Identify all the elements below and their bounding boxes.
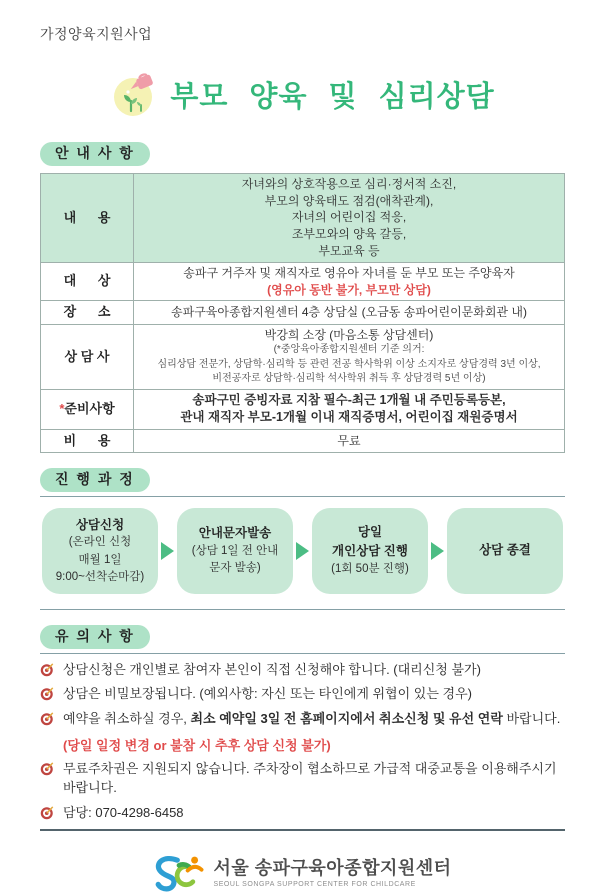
table-row-cost [41,429,565,452]
required-mark: * [59,401,65,417]
row-label: 대 상 [41,262,134,301]
table-row-target [41,262,565,301]
flow-step-sms: 안내문자발송 (상담 1일 전 안내 문자 발송) [177,508,293,594]
table-row-preparation [41,389,565,429]
cancel-policy-text: 예약을 취소하실 경우, 최소 예약일 3일 전 홈페이지에서 취소신청 및 유선 연락 바랍니다. [63,711,561,727]
dart-target-icon [40,711,55,726]
info-table [40,173,565,453]
org-name-english: SEOUL SONGPA SUPPORT CENTER FOR CHILDCARE [213,881,416,889]
org-logo-icon [153,852,205,896]
section-badge-info: 안 내 사 항 [40,142,150,166]
arrow-right-icon [296,542,309,560]
table-row-contents [41,173,565,262]
footer [40,852,565,896]
watering-can-sprout-icon [110,70,158,118]
row-label: 비 용 [41,429,134,452]
dart-target-icon [40,761,55,776]
title-row [40,70,565,118]
row-value: 송파구민 증빙자료 지참 필수-최근 1개월 내 주민등록등본, 관내 재직자 부모-1개월 이내 재직증명서, 어린이집 재원증명서 [134,389,565,429]
list-item: 상담신청은 개인별로 참여자 본인이 직접 신청해야 합니다. (대리신청 불가) [40,661,565,680]
program-label: 가정양육지원사업 [40,26,153,42]
arrow-right-icon [161,542,174,560]
flow-step-session: 당일 개인상담 진행 (1회 50분 진행) [312,508,428,594]
table-row-place [41,301,565,324]
flow-step-end: 상담 종결 [447,508,563,594]
list-item [40,710,565,729]
row-value: 송파구 거주자 및 재직자로 영유아 자녀를 둔 부모 또는 주양육자 (영유아 동반 불가, 부모만 상담) [134,262,565,301]
row-value: 무료 [134,429,565,452]
row-label: *준비사항 [41,389,134,429]
divider-bottom [40,829,565,831]
process-flow [40,497,565,605]
alert-text: (영유아 동반 불가, 부모만 상담) [267,282,431,297]
section-badge-notice: 유 의 사 항 [40,625,150,649]
dart-target-icon [40,805,55,820]
cancel-policy-warning: (당일 일정 변경 or 불참 시 추후 상담 신청 불가) [63,738,331,754]
page-title: 부모 양육 및 심리상담 [170,80,495,113]
list-item: 무료주차권은 지원되지 않습니다. 주차장이 협소하므로 가급적 대중교통을 이용해주시기 바랍니다. [40,760,565,798]
divider [40,609,565,610]
list-item [40,804,565,823]
row-label: 내 용 [41,173,134,262]
row-label: 상 담 사 [41,324,134,389]
arrow-right-icon [431,542,444,560]
table-row-counselor [41,324,565,389]
notice-list [40,661,565,823]
list-item: 상담은 비밀보장됩니다. (예외사항: 자신 또는 타인에게 위협이 있는 경우) [40,685,565,704]
flow-step-apply: 상담신청 (온라인 신청 매월 1일 9:00~선착순마감) [42,508,158,594]
row-value: 송파구육아종합지원센터 4층 상담실 (오금동 송파어린이문화회관 내) [134,301,565,324]
dart-target-icon [40,686,55,701]
dart-target-icon [40,662,55,677]
section-badge-process: 진 행 과 정 [40,468,150,492]
org-name-korean: 서울 송파구육아종합지원센터 [213,858,452,879]
contact-text: 담당: 070-4298-6458 [63,804,184,820]
row-value: 박강희 소장 (마음소통 상담센터) (*중앙육아종합지원센터 기준 의거: 심리상담 전문가, 상담학·심리학 등 관련 전공 학사학위 이상 소지자로 상담경력 3년 이상, 비전공자로 상담학·심리학 석사학위 취득 후 상담경력 5년 이상) [134,324,565,389]
row-label: 장 소 [41,301,134,324]
row-value: 자녀와의 상호작용으로 심리·정서적 소진, 부모의 양육태도 점검(애착관계), 자녀의 어린이집 적응, 조부모와의 양육 갈등, 부모교육 등 [134,173,565,262]
divider [40,653,565,654]
org-names [213,859,451,888]
